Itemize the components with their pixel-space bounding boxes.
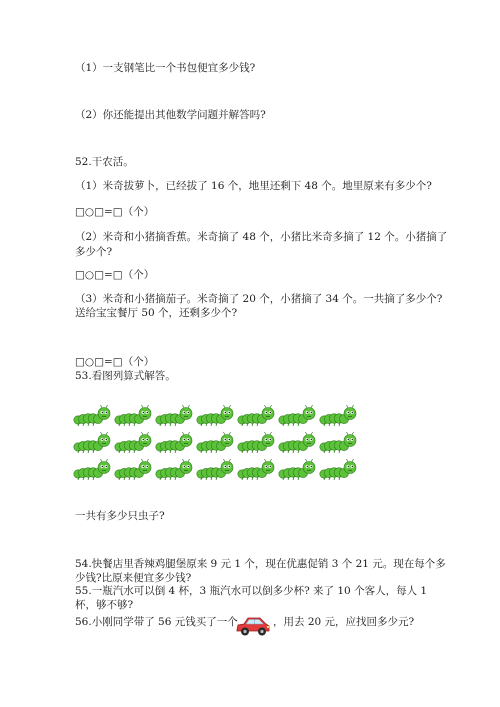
problem-56-text-before: 56.小刚同学带了 56 元钱买了一个 [75, 616, 238, 628]
problem-54-line2: 少钱?比原来便宜多少钱? [75, 572, 192, 584]
caterpillar-icon [114, 457, 152, 481]
caterpillar-icon [114, 430, 152, 454]
problem-52-q1: （1）米奇拔萝卜，已经拔了 16 个，地里还剩下 48 个。地里原来有多少个? [75, 180, 432, 192]
toy-car-icon [235, 614, 271, 638]
prev-question-1: （1）一支钢笔比一个书包便宜多少钱? [75, 62, 256, 74]
problem-52-q2-line1: （2）米奇和小猪摘香蕉。米奇摘了 48 个，小猪比米奇多摘了 12 个。小猪摘了 [75, 231, 448, 243]
caterpillar-icon [278, 430, 316, 454]
problem-52-title: 52.干农活。 [75, 156, 134, 168]
caterpillar-icon [237, 403, 275, 427]
problem-52-q3-line1: （3）米奇和小猪摘茄子。米奇摘了 20 个，小猪摘了 34 个。一共摘了多少个? [75, 293, 443, 305]
caterpillar-icon [155, 457, 193, 481]
problem-53-question: 一共有多少只虫子? [75, 510, 165, 522]
caterpillar-icon [196, 457, 234, 481]
prev-question-2: （2）你还能提出其他数学问题并解答吗? [75, 109, 266, 121]
caterpillar-icon [278, 457, 316, 481]
caterpillar-icon [237, 457, 275, 481]
caterpillar-icon [319, 403, 357, 427]
problem-53-title: 53.看图列算式解答。 [75, 370, 176, 382]
caterpillar-icon [155, 430, 193, 454]
caterpillar-icon [114, 403, 152, 427]
caterpillar-icon [155, 403, 193, 427]
caterpillar-icon [319, 430, 357, 454]
caterpillar-icon [278, 403, 316, 427]
caterpillar-icon [237, 430, 275, 454]
problem-52-q3-line2: 送给宝宝餐厅 50 个，还剩多少个? [75, 307, 238, 319]
problem-52-q2-formula: □○□=□（个） [75, 269, 155, 281]
caterpillar-icon [196, 403, 234, 427]
caterpillar-icon [196, 430, 234, 454]
caterpillar-icon [73, 430, 111, 454]
problem-52-q1-formula: □○□=□（个） [75, 206, 155, 218]
problem-55-line1: 55.一瓶汽水可以倒 4 杯，3 瓶汽水可以倒多少杯? 来了 10 个客人，每人 1 [75, 585, 428, 597]
caterpillar-icon [73, 403, 111, 427]
problem-56-text-after: ，用去 20 元，应找回多少元? [273, 616, 415, 628]
caterpillar-icon [319, 457, 357, 481]
caterpillar-picture [73, 403, 373, 485]
caterpillar-icon [73, 457, 111, 481]
problem-55-line2: 杯，够不够? [75, 599, 134, 611]
problem-52-q3-formula: □○□=□（个） [75, 356, 155, 368]
problem-52-q2-line2: 多少个? [75, 246, 113, 258]
problem-54-line1: 54.快餐店里香辣鸡腿堡原来 9 元 1 个，现在优惠促销 3 个 21 元。现在每个多 [75, 558, 446, 570]
